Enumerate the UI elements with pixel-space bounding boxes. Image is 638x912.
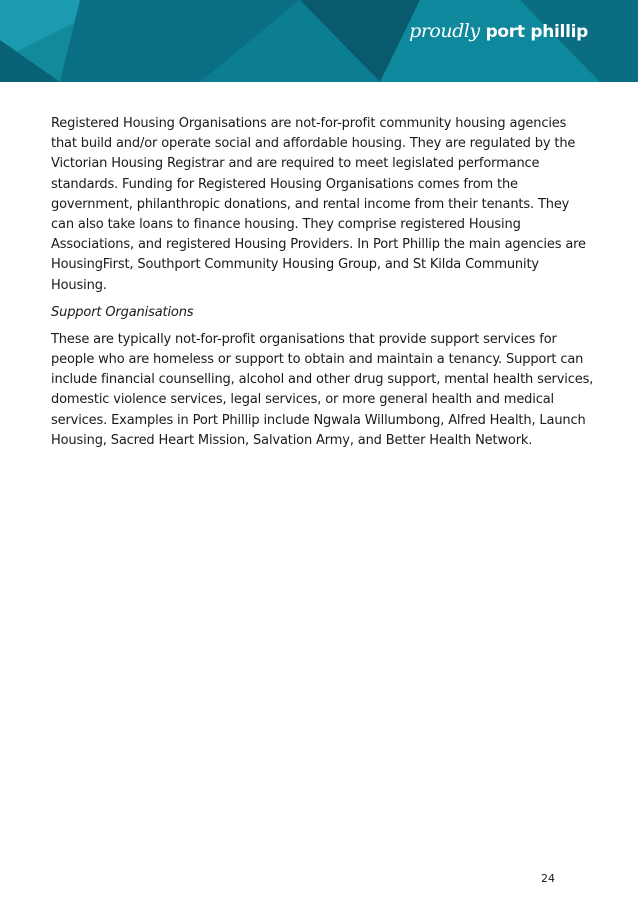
header-banner [0,0,638,82]
paragraph-support-organisations: These are typically not-for-profit organisations that provide support services for people who are homeless or support to obtain and maintain a tenancy. Support can include financial counselling, alcohol and other drug support, mental health services, domestic violence services, legal services, or more general health and medical services. Examples in Port Phillip include Ngwala Willumbong, Alfred Health, Launch Housing, Sacred Heart Mission, Salvation Army, and Better Health Network. [51,331,594,448]
paragraph-registered-housing: Registered Housing Organisations are not-for-profit community housing agencies that build and/or operate social and affordable housing. They are regulated by the Victorian Housing Registrar and are required to meet legislated performance standards. Funding for Registered Housing Organisations comes from the government, philanthropic donations, and rental income from their tenants. They can also take loans to finance housing. They comprise registered Housing Associations, and registered Housing Providers. In Port Phillip the main agencies are HousingFirst, Southport Community Housing Group, and St Kilda Community Housing. [51,116,586,293]
brand-logo [409,20,588,42]
subheading-support-organisations: Support Organisations [51,304,194,320]
logo-script-text: proudly [409,20,480,42]
logo-name-text: port phillip [485,22,588,42]
page-number: 24 [541,872,555,885]
document-body [51,114,596,451]
